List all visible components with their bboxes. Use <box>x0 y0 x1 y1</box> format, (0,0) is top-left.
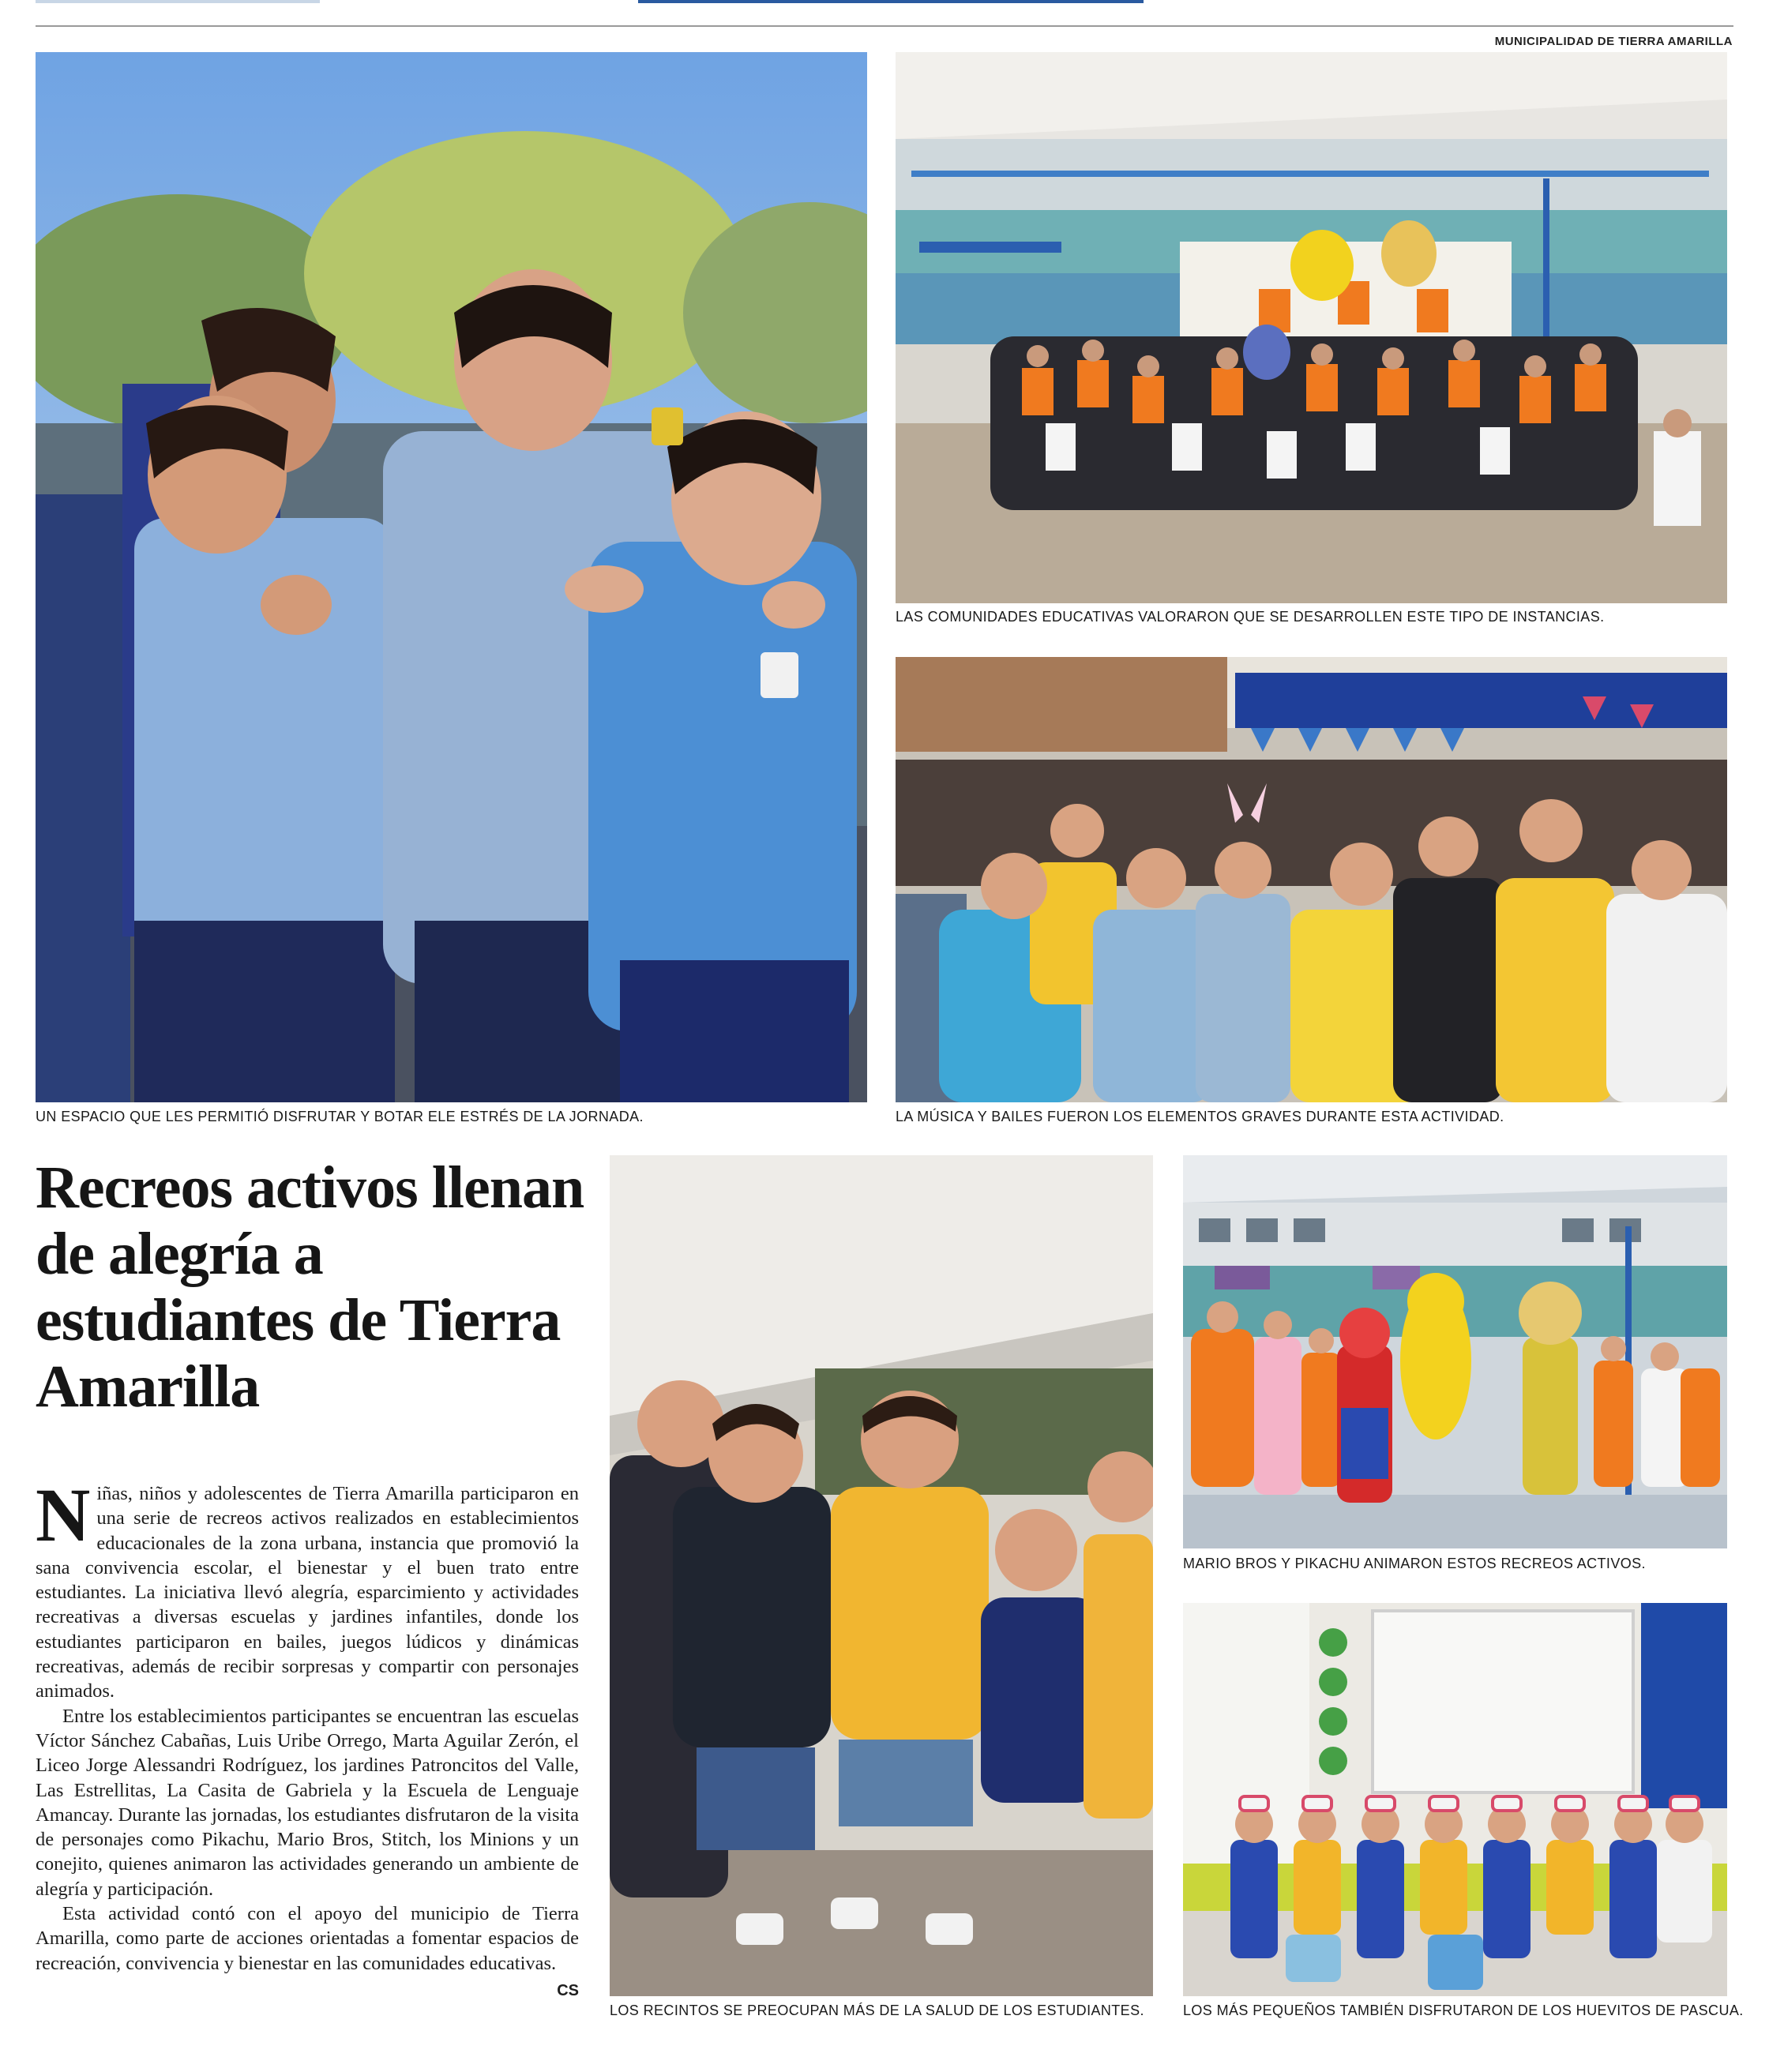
paragraph-3-text: Esta actividad contó con el apoyo del municipio de Tierra Amarilla, como parte de acciones orientadas a fomentar espacios de recreación, convivencia y bienestar en las comunidades educativas. <box>36 1903 579 1974</box>
article-body <box>36 1473 579 2003</box>
header-decoration-left <box>36 0 320 3</box>
header-decoration-center <box>638 0 1144 3</box>
photo-credit: MUNICIPALIDAD DE TIERRA AMARILLA <box>1494 35 1733 48</box>
caption-photo2: LAS COMUNIDADES EDUCATIVAS VALORARON QUE SE DESARROLLEN ESTE TIPO DE INSTANCIAS. <box>896 609 1605 625</box>
photo-girls-dancing <box>36 52 867 1102</box>
caption-photo6: LOS MÁS PEQUEÑOS TAMBIÉN DISFRUTARON DE LOS HUEVITOS DE PASCUA. <box>1183 2003 1744 2018</box>
caption-photo4: LOS RECINTOS SE PREOCUPAN MÁS DE LA SALUD DE LOS ESTUDIANTES. <box>610 2003 1144 2018</box>
photo-mario-pikachu <box>1183 1155 1727 1548</box>
caption-photo5: MARIO BROS Y PIKACHU ANIMARON ESTOS RECREOS ACTIVOS. <box>1183 1556 1646 1571</box>
caption-photo1: UN ESPACIO QUE LES PERMITIÓ DISFRUTAR Y BOTAR ELE ESTRÉS DE LA JORNADA. <box>36 1109 644 1124</box>
header-rule <box>36 25 1733 27</box>
article-paragraph-1 <box>36 1473 579 1704</box>
photo-classroom-easter <box>1183 1603 1727 1996</box>
photo-group-courtyard <box>896 52 1727 603</box>
paragraph-1-text: iñas, niños y adolescentes de Tierra Amarilla participaron en una serie de recreos activos realizados en establecimientos educacionales de la zona urbana, instancia que promovió la sana convivencia escolar, el bienestar y el buen trato entre estudiantes. La iniciativa llevó alegría, esparcimiento y actividades recreativas a diversas escuelas y jardines infantiles, donde los estudiantes participaron en bailes, juegos lúdicos y dinámicas recreativas, además de recibir sorpresas y compartir con personajes animados. <box>36 1483 579 1702</box>
article-paragraph-3 <box>36 1901 579 1999</box>
dropcap: N <box>36 1473 91 1557</box>
photo-music-dance <box>896 657 1727 1102</box>
caption-photo3: LA MÚSICA Y BAILES FUERON LOS ELEMENTOS GRAVES DURANTE ESTA ACTIVIDAD. <box>896 1109 1504 1124</box>
photo-toddlers-jumping <box>610 1155 1153 1996</box>
article-paragraph-2: Entre los establecimientos participantes se encuentran las escuelas Víctor Sánchez Cabañas, Luis Uribe Orrego, Marta Aguilar Zerón, el Liceo Jorge Alessandri Rodríguez, los jardines Patroncitos del Valle, Las Estrellitas, La Casita de Gabriela y la Escuela de Lenguaje Amancay. Durante las jornadas, los estudiantes disfrutaron de la visita de personajes como Pikachu, Mario Bros, Stitch, los Minions y un conejito, quienes animaron las actividades generando un ambiente de alegría y participación. <box>36 1705 579 1900</box>
article-headline: Recreos activos llenan de alegría a estudiantes de Tierra Amarilla <box>36 1154 584 1420</box>
author-endmark: CS <box>557 1981 579 1999</box>
